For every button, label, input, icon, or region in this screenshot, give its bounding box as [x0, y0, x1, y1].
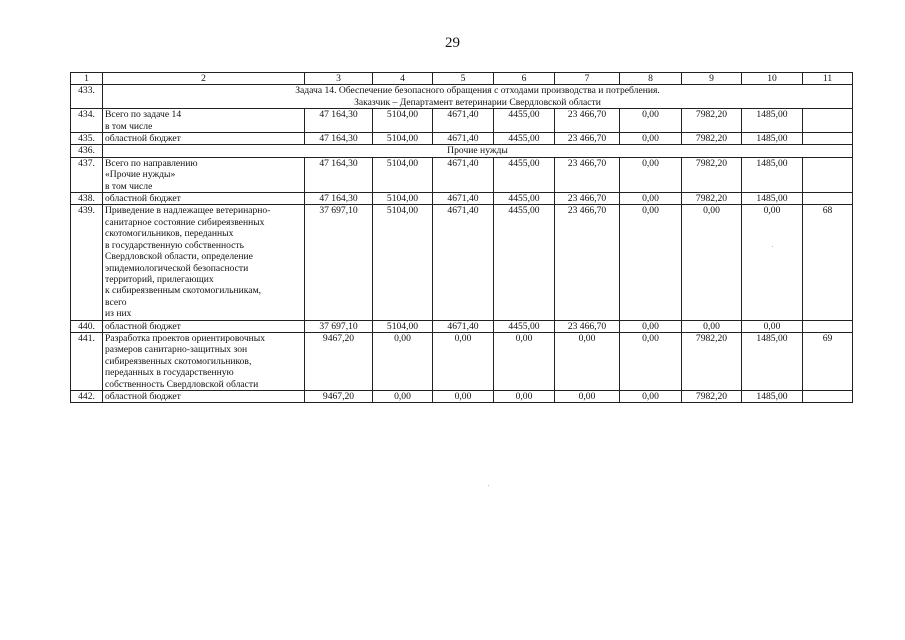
amount-cell: 47 164,30	[305, 133, 373, 145]
amount-cell: 5104,00	[373, 205, 433, 320]
amount-cell: 4455,00	[494, 157, 555, 192]
amount-cell: 9467,20	[305, 390, 373, 402]
reference-number	[803, 193, 853, 205]
row-description	[103, 193, 305, 205]
reference-number	[803, 133, 853, 145]
description-line: Свердловской области, определение	[105, 251, 253, 263]
amount-cell: 7982,20	[682, 109, 742, 133]
amount-cell: 0,00	[373, 332, 433, 390]
description-line: областной бюджет	[105, 133, 181, 145]
amount-cell: 5104,00	[373, 157, 433, 192]
column-header: 10	[742, 73, 803, 85]
amount-cell: 23 466,70	[555, 133, 620, 145]
scan-speck	[488, 485, 489, 486]
description-line: санитарное состояние сибиреязвенных	[105, 216, 265, 228]
amount-cell: 0,00	[555, 332, 620, 390]
amount-cell: 4671,40	[433, 157, 494, 192]
row-number: 439.	[71, 205, 103, 320]
table-row	[71, 390, 853, 402]
reference-number	[803, 320, 853, 332]
table-row	[71, 205, 853, 320]
section-heading	[103, 145, 853, 157]
amount-cell: 1485,00	[742, 390, 803, 402]
amount-cell: 4671,40	[433, 193, 494, 205]
row-description	[103, 157, 305, 192]
description-line: Прочие нужды	[447, 145, 508, 157]
reference-number: 69	[803, 332, 853, 390]
row-number: 437.	[71, 157, 103, 192]
reference-number	[803, 390, 853, 402]
amount-cell: 23 466,70	[555, 109, 620, 133]
row-description	[103, 109, 305, 133]
row-description	[103, 133, 305, 145]
amount-cell: 0,00	[620, 332, 682, 390]
amount-cell: 23 466,70	[555, 193, 620, 205]
description-line: Задача 14. Обеспечение безопасного обращения с отходами производства и потребления.	[295, 85, 660, 97]
amount-cell: 5104,00	[373, 193, 433, 205]
description-line: областной бюджет	[105, 320, 181, 332]
amount-cell: 0,00	[620, 157, 682, 192]
amount-cell: 23 466,70	[555, 205, 620, 320]
description-line: областной бюджет	[105, 390, 181, 402]
description-line: территорий, прилегающих	[105, 273, 214, 285]
amount-cell: 37 697,10	[305, 320, 373, 332]
amount-cell: 23 466,70	[555, 320, 620, 332]
row-description	[103, 205, 305, 320]
amount-cell: 4455,00	[494, 320, 555, 332]
amount-cell: 0,00	[433, 332, 494, 390]
table-row	[71, 193, 853, 205]
amount-cell: 0,00	[555, 390, 620, 402]
description-line: в том числе	[105, 180, 153, 192]
description-line: переданных в государственную	[105, 367, 234, 379]
amount-cell: 7982,20	[682, 157, 742, 192]
description-line: Приведение в надлежащее ветеринарно-	[105, 205, 271, 217]
amount-cell: 4671,40	[433, 133, 494, 145]
amount-cell: 4671,40	[433, 109, 494, 133]
column-header: 6	[494, 73, 555, 85]
row-number: 441.	[71, 332, 103, 390]
scan-speck	[772, 246, 773, 247]
amount-cell: 47 164,30	[305, 157, 373, 192]
row-number: 435.	[71, 133, 103, 145]
row-description	[103, 390, 305, 402]
amount-cell: 5104,00	[373, 133, 433, 145]
amount-cell: 1485,00	[742, 332, 803, 390]
description-line: всего	[105, 296, 127, 308]
row-number: 438.	[71, 193, 103, 205]
amount-cell: 0,00	[620, 205, 682, 320]
row-description	[103, 332, 305, 390]
description-line: Разработка проектов ориентировочных	[105, 332, 266, 344]
amount-cell: 5104,00	[373, 109, 433, 133]
amount-cell: 4671,40	[433, 320, 494, 332]
column-header: 2	[103, 73, 305, 85]
section-heading	[103, 85, 853, 109]
amount-cell: 0,00	[742, 205, 803, 320]
page-number: 29	[445, 35, 460, 51]
table-row	[71, 320, 853, 332]
amount-cell: 9467,20	[305, 332, 373, 390]
row-description	[103, 320, 305, 332]
description-line: скотомогильников, переданных	[105, 228, 234, 240]
column-header: 1	[71, 73, 103, 85]
description-line: эпидемиологической безопасности	[105, 262, 249, 274]
column-header: 9	[682, 73, 742, 85]
amount-cell: 4455,00	[494, 133, 555, 145]
amount-cell: 37 697,10	[305, 205, 373, 320]
description-line: в государственную собственность	[105, 239, 244, 251]
column-header: 8	[620, 73, 682, 85]
amount-cell: 4455,00	[494, 193, 555, 205]
reference-number: 68	[803, 205, 853, 320]
amount-cell: 0,00	[682, 205, 742, 320]
column-header: 3	[305, 73, 373, 85]
table-row	[71, 332, 853, 390]
description-line: в том числе	[105, 120, 153, 132]
table-row	[71, 109, 853, 133]
amount-cell: 0,00	[620, 193, 682, 205]
column-header: 4	[373, 73, 433, 85]
description-line: сибиреязвенных скотомогильников,	[105, 355, 252, 367]
amount-cell: 1485,00	[742, 109, 803, 133]
amount-cell: 47 164,30	[305, 109, 373, 133]
amount-cell: 0,00	[494, 390, 555, 402]
row-number: 434.	[71, 109, 103, 133]
budget-table	[70, 72, 853, 403]
amount-cell: 1485,00	[742, 157, 803, 192]
description-line: размеров санитарно-защитных зон	[105, 344, 248, 356]
amount-cell: 0,00	[373, 390, 433, 402]
column-header: 7	[555, 73, 620, 85]
description-line: областной бюджет	[105, 193, 181, 205]
amount-cell: 7982,20	[682, 390, 742, 402]
reference-number	[803, 157, 853, 192]
amount-cell: 7982,20	[682, 133, 742, 145]
amount-cell: 4455,00	[494, 205, 555, 320]
row-number: 436.	[71, 145, 103, 157]
table-header-row	[71, 73, 853, 85]
amount-cell: 0,00	[742, 320, 803, 332]
amount-cell: 0,00	[620, 109, 682, 133]
description-line: Всего по направлению	[105, 157, 198, 169]
column-header: 5	[433, 73, 494, 85]
table-row	[71, 85, 853, 109]
row-number: 433.	[71, 85, 103, 109]
table-row	[71, 145, 853, 157]
amount-cell: 0,00	[620, 320, 682, 332]
description-line: Всего по задаче 14	[105, 109, 182, 121]
amount-cell: 47 164,30	[305, 193, 373, 205]
description-line: из них	[105, 308, 132, 320]
amount-cell: 0,00	[620, 133, 682, 145]
row-number: 440.	[71, 320, 103, 332]
reference-number	[803, 109, 853, 133]
amount-cell: 4671,40	[433, 205, 494, 320]
amount-cell: 23 466,70	[555, 157, 620, 192]
amount-cell: 0,00	[620, 390, 682, 402]
amount-cell: 7982,20	[682, 332, 742, 390]
description-line: Заказчик – Департамент ветеринарии Свердловской области	[354, 96, 601, 108]
amount-cell: 5104,00	[373, 320, 433, 332]
amount-cell: 1485,00	[742, 193, 803, 205]
amount-cell: 4455,00	[494, 109, 555, 133]
table-row	[71, 157, 853, 192]
amount-cell: 0,00	[494, 332, 555, 390]
amount-cell: 0,00	[433, 390, 494, 402]
amount-cell: 1485,00	[742, 133, 803, 145]
description-line: к сибиреязвенным скотомогильникам,	[105, 285, 262, 297]
description-line: собственность Свердловской области	[105, 378, 259, 390]
amount-cell: 7982,20	[682, 193, 742, 205]
description-line: «Прочие нужды»	[105, 169, 176, 181]
table-row	[71, 133, 853, 145]
row-number: 442.	[71, 390, 103, 402]
amount-cell: 0,00	[682, 320, 742, 332]
column-header: 11	[803, 73, 853, 85]
